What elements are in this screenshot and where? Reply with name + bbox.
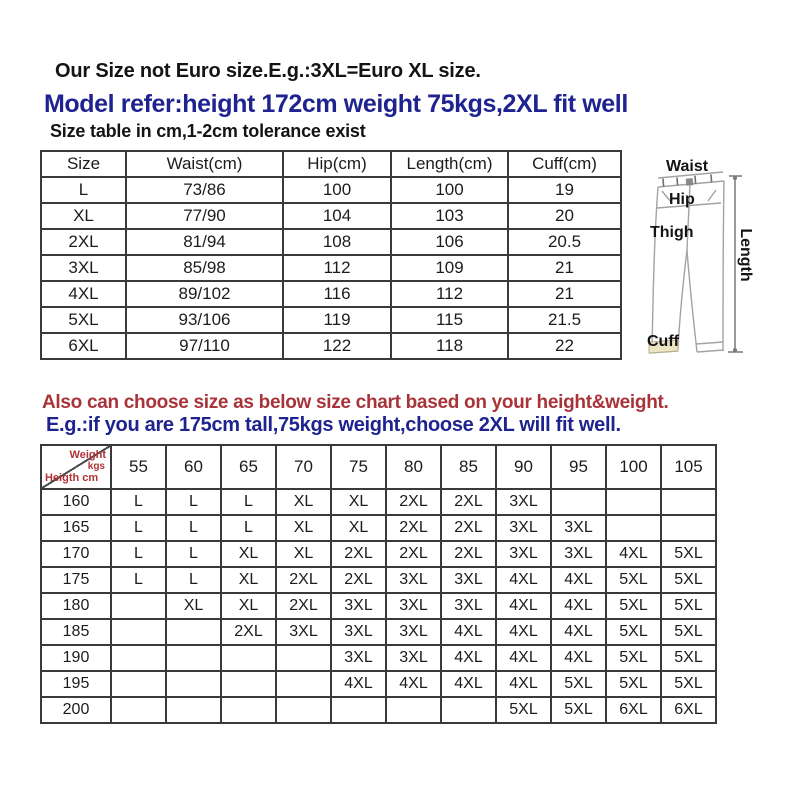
recommended-size-cell: L [221,489,276,515]
size-table-header-row [41,151,621,177]
size-table-header-cell: Cuff(cm) [508,151,621,177]
size-table-row [41,203,621,229]
recommended-size-cell [606,515,661,541]
tolerance-note: Size table in cm,1-2cm tolerance exist [50,121,366,141]
length-label: Length [736,228,754,282]
recommended-size-cell: 5XL [606,645,661,671]
recommended-size-cell: L [221,515,276,541]
size-table-row [41,281,621,307]
recommended-size-cell: 3XL [331,593,386,619]
recommended-size-cell: L [166,489,221,515]
measurement-value-cell: 77/90 [126,203,283,229]
height-weight-header-row [41,445,716,489]
recommended-size-cell: 2XL [441,515,496,541]
measurement-value-cell: 108 [283,229,391,255]
height-header-cell: 200 [41,697,111,723]
measurement-value-cell: 112 [283,255,391,281]
recommended-size-cell: 3XL [496,489,551,515]
measurement-value-cell: 20 [508,203,621,229]
hip-label: Hip [669,191,695,208]
size-table-row [41,333,621,359]
corner-weight-label: Weight [69,449,106,461]
recommended-size-cell [166,671,221,697]
measurement-value-cell: 119 [283,307,391,333]
height-header-cell: 165 [41,515,111,541]
size-label-cell: L [41,177,126,203]
recommended-size-cell [111,697,166,723]
pants-measurement-diagram [612,150,797,395]
height-weight-row [41,567,716,593]
size-label-cell: 4XL [41,281,126,307]
measurement-value-cell: 118 [391,333,508,359]
recommended-size-cell: 3XL [386,645,441,671]
recommended-size-cell [111,593,166,619]
height-weight-row [41,645,716,671]
recommended-size-cell [276,671,331,697]
height-header-cell: 190 [41,645,111,671]
corner-kgs-label: kgs [87,461,105,472]
measurement-value-cell: 100 [283,177,391,203]
measurement-value-cell: 20.5 [508,229,621,255]
measurement-value-cell: 122 [283,333,391,359]
height-header-cell: 180 [41,593,111,619]
recommended-size-cell: 3XL [496,541,551,567]
measurement-value-cell: 85/98 [126,255,283,281]
weight-header-cell: 60 [166,445,221,489]
recommended-size-cell: 5XL [606,593,661,619]
recommended-size-cell: XL [276,515,331,541]
recommended-size-cell: 3XL [386,593,441,619]
recommended-size-cell [551,489,606,515]
measurement-value-cell: 21 [508,281,621,307]
recommended-size-cell: L [111,541,166,567]
height-weight-note: Also can choose size as below size chart based on your height&weight. [42,392,669,413]
recommended-size-cell: 2XL [386,541,441,567]
example-fit-note: E.g.:if you are 175cm tall,75kgs weight,choose 2XL will fit well. [46,414,621,436]
recommended-size-cell: 2XL [276,593,331,619]
recommended-size-cell: 3XL [276,619,331,645]
measurement-value-cell: 112 [391,281,508,307]
recommended-size-cell: 6XL [661,697,716,723]
size-label-cell: 6XL [41,333,126,359]
recommended-size-cell: L [166,567,221,593]
recommended-size-cell: XL [166,593,221,619]
size-label-cell: 2XL [41,229,126,255]
measurement-value-cell: 93/106 [126,307,283,333]
recommended-size-cell [166,619,221,645]
height-weight-row [41,671,716,697]
corner-height-label: Heigth cm [45,472,99,484]
size-table-row [41,255,621,281]
recommended-size-cell: XL [276,489,331,515]
recommended-size-cell: 4XL [496,645,551,671]
recommended-size-cell [606,489,661,515]
recommended-size-cell: 3XL [551,541,606,567]
recommended-size-cell: 6XL [606,697,661,723]
recommended-size-cell [331,697,386,723]
height-weight-row [41,697,716,723]
recommended-size-cell: 3XL [331,645,386,671]
recommended-size-cell: 4XL [441,619,496,645]
recommended-size-cell: L [166,515,221,541]
size-table-row [41,307,621,333]
size-table-header-cell: Waist(cm) [126,151,283,177]
recommended-size-cell: 2XL [386,515,441,541]
weight-header-cell: 90 [496,445,551,489]
size-table-header-cell: Size [41,151,126,177]
measurement-value-cell: 73/86 [126,177,283,203]
recommended-size-cell [276,645,331,671]
recommended-size-cell [221,645,276,671]
size-label-cell: 5XL [41,307,126,333]
recommended-size-cell [221,697,276,723]
recommended-size-cell: 2XL [386,489,441,515]
recommended-size-cell: L [111,515,166,541]
recommended-size-cell: 4XL [441,645,496,671]
recommended-size-cell: 4XL [606,541,661,567]
height-weight-row [41,489,716,515]
measurement-value-cell: 104 [283,203,391,229]
weight-header-cell: 85 [441,445,496,489]
recommended-size-cell: L [166,541,221,567]
height-header-cell: 170 [41,541,111,567]
measurement-value-cell: 115 [391,307,508,333]
measurement-value-cell: 89/102 [126,281,283,307]
recommended-size-cell [111,619,166,645]
weight-header-cell: 80 [386,445,441,489]
recommended-size-cell: 3XL [551,515,606,541]
weight-header-cell: 55 [111,445,166,489]
recommended-size-cell [221,671,276,697]
measurement-value-cell: 21.5 [508,307,621,333]
thigh-label: Thigh [650,224,694,241]
recommended-size-cell [166,697,221,723]
weight-header-cell: 100 [606,445,661,489]
recommended-size-cell: 4XL [331,671,386,697]
weight-header-cell: 95 [551,445,606,489]
size-table-header-cell: Length(cm) [391,151,508,177]
recommended-size-cell: 5XL [661,567,716,593]
recommended-size-cell: 4XL [496,567,551,593]
recommended-size-cell: 5XL [496,697,551,723]
recommended-size-cell: 4XL [551,567,606,593]
weight-header-cell: 70 [276,445,331,489]
recommended-size-cell: 4XL [386,671,441,697]
recommended-size-cell: 2XL [441,541,496,567]
model-reference-note: Model refer:height 172cm weight 75kgs,2XL fit well [44,90,628,118]
recommended-size-cell: 2XL [331,567,386,593]
corner-header-cell [41,445,111,489]
cuff-label: Cuff [647,333,679,350]
recommended-size-cell: 2XL [331,541,386,567]
recommended-size-cell: 3XL [386,619,441,645]
recommended-size-cell: 5XL [661,671,716,697]
recommended-size-cell: 4XL [496,593,551,619]
recommended-size-cell: 3XL [441,567,496,593]
recommended-size-cell: 4XL [551,619,606,645]
recommended-size-cell: 5XL [606,567,661,593]
recommended-size-cell [661,489,716,515]
measurement-value-cell: 106 [391,229,508,255]
size-measurements-table [40,150,622,360]
recommended-size-cell: XL [276,541,331,567]
recommended-size-cell: 5XL [551,671,606,697]
recommended-size-cell: 3XL [496,515,551,541]
measurement-value-cell: 103 [391,203,508,229]
height-header-cell: 195 [41,671,111,697]
recommended-size-cell [386,697,441,723]
size-table-header-cell: Hip(cm) [283,151,391,177]
recommended-size-cell [441,697,496,723]
weight-header-cell: 105 [661,445,716,489]
size-label-cell: XL [41,203,126,229]
weight-header-cell: 65 [221,445,276,489]
recommended-size-cell: L [111,489,166,515]
recommended-size-cell: 2XL [221,619,276,645]
size-label-cell: 3XL [41,255,126,281]
recommended-size-cell: 4XL [496,671,551,697]
recommended-size-cell: 5XL [661,645,716,671]
measurement-value-cell: 109 [391,255,508,281]
height-header-cell: 175 [41,567,111,593]
recommended-size-cell [166,645,221,671]
recommended-size-cell: 5XL [551,697,606,723]
height-weight-size-table [40,444,717,724]
recommended-size-cell: 4XL [496,619,551,645]
recommended-size-cell: 4XL [441,671,496,697]
measurement-value-cell: 21 [508,255,621,281]
recommended-size-cell [111,671,166,697]
waist-label: Waist [666,158,709,175]
recommended-size-cell: 3XL [386,567,441,593]
recommended-size-cell: 4XL [551,593,606,619]
recommended-size-cell: 5XL [606,671,661,697]
height-header-cell: 160 [41,489,111,515]
height-weight-row [41,593,716,619]
measurement-value-cell: 97/110 [126,333,283,359]
recommended-size-cell: 5XL [661,619,716,645]
recommended-size-cell: 2XL [276,567,331,593]
recommended-size-cell: XL [221,541,276,567]
measurement-value-cell: 22 [508,333,621,359]
recommended-size-cell: 4XL [551,645,606,671]
recommended-size-cell: XL [221,567,276,593]
recommended-size-cell: 5XL [661,593,716,619]
recommended-size-cell: XL [331,489,386,515]
height-weight-row [41,619,716,645]
measurement-value-cell: 116 [283,281,391,307]
size-note: Our Size not Euro size.E.g.:3XL=Euro XL size. [55,60,481,82]
recommended-size-cell [111,645,166,671]
recommended-size-cell: 5XL [661,541,716,567]
weight-header-cell: 75 [331,445,386,489]
measurement-value-cell: 100 [391,177,508,203]
recommended-size-cell [661,515,716,541]
height-weight-row [41,541,716,567]
recommended-size-cell: L [111,567,166,593]
recommended-size-cell [276,697,331,723]
recommended-size-cell: 3XL [441,593,496,619]
size-table-row [41,229,621,255]
height-weight-row [41,515,716,541]
measurement-value-cell: 19 [508,177,621,203]
recommended-size-cell: XL [221,593,276,619]
height-header-cell: 185 [41,619,111,645]
recommended-size-cell: 2XL [441,489,496,515]
recommended-size-cell: XL [331,515,386,541]
measurement-value-cell: 81/94 [126,229,283,255]
recommended-size-cell: 3XL [331,619,386,645]
recommended-size-cell: 5XL [606,619,661,645]
size-table-row [41,177,621,203]
